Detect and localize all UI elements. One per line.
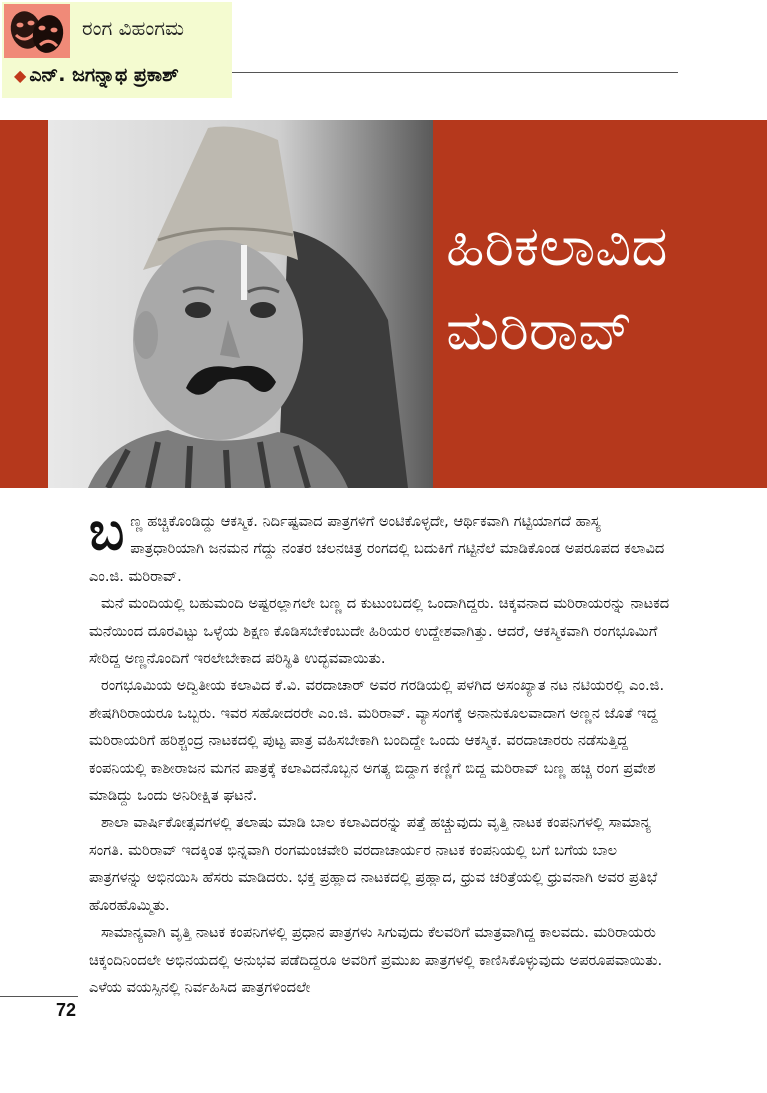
article-paragraph bbox=[89, 501, 673, 590]
portrait-photo bbox=[48, 120, 433, 488]
article-paragraph: ಸಾಮಾನ್ಯವಾಗಿ ವೃತ್ತಿ ನಾಟಕ ಕಂಪನಿಗಳಲ್ಲಿ ಪ್ರಧಾನ ಪಾತ್ರಗಳು ಸಿಗುವುದು ಕೆಲವರಿಗೆ ಮಾತ್ರವಾಗಿದ್ದ ಕಾಲವದು. ಮರಿರಾಯರು ಚಿಕ್ಕಂದಿನಿಂದಲೇ ಅಭಿನಯದಲ್ಲಿ ಅನುಭವ ಪಡೆದಿದ್ದರೂ ಅವರಿಗೆ ಪ್ರಮುಖ ಪಾತ್ರಗಳಲ್ಲಿ ಕಾಣಿಸಿಕೊಳ್ಳುವುದು ಅಪರೂಪವಾಯಿತು. ಎಳೆಯ ವಯಸ್ಸಿನಲ್ಲಿ ನಿರ್ವಹಿಸಿದ ಪಾತ್ರಗಳಿಂದಲೇ bbox=[89, 924, 663, 996]
footer-divider bbox=[0, 996, 78, 997]
banner-title bbox=[446, 205, 756, 373]
article-paragraph: ಶಾಲಾ ವಾರ್ಷಿಕೋತ್ಸವಗಳಲ್ಲಿ ತಲಾಷು ಮಾಡಿ ಬಾಲ ಕಲಾವಿದರನ್ನು ಪತ್ತೆ ಹಚ್ಚುವುದು ವೃತ್ತಿ ನಾಟಕ ಕಂಪನಿಗಳಲ್ಲಿ ಸಾಮಾನ್ಯ ಸಂಗತಿ. ಮರಿರಾವ್ ಇದಕ್ಕಿಂತ ಭಿನ್ನವಾಗಿ ರಂಗಮಂಚವೇರಿ ವರದಾಚಾರ್ಯರ ನಾಟಕ ಕಂಪನಿಯಲ್ಲಿ ಬಗೆ ಬಗೆಯ ಬಾಲ ಪಾತ್ರಗಳನ್ನು ಅಭಿನಯಿಸಿ ಹೆಸರು ಮಾಡಿದರು. ಭಕ್ತ ಪ್ರಹ್ಲಾದ ನಾಟಕದಲ್ಲಿ ಪ್ರಹ್ಲಾದ, ಧ್ರುವ ಚರಿತ್ರೆಯಲ್ಲಿ ಧ್ರುವನಾಗಿ ಅವರ ಪ್ರತಿಭೆ ಹೊರಹೊಮ್ಮಿತು. bbox=[89, 814, 658, 914]
section-header bbox=[2, 2, 232, 98]
article-paragraph: ಮನೆ ಮಂದಿಯಲ್ಲಿ ಬಹುಮಂದಿ ಅಷ್ಟರಲ್ಲಾಗಲೇ ಬಣ್ಣ ದ ಕುಟುಂಬದಲ್ಲಿ ಒಂದಾಗಿದ್ದರು. ಚಿಕ್ಕವನಾದ ಮರಿರಾಯರನ್ನು ನಾಟಕದ ಮನೆಯಿಂದ ದೂರವಿಟ್ಟು ಒಳ್ಳೆಯ ಶಿಕ್ಷಣ ಕೊಡಿಸಬೇಕೆಂಬುದೇ ಹಿರಿಯರ ಉದ್ದೇಶವಾಗಿತ್ತು. ಆದರೆ, ಆಕಸ್ಮಿಕವಾಗಿ ರಂಗಭೂಮಿಗೆ ಸೇರಿದ್ದ ಅಣ್ಣನೊಂದಿಗೆ ಇರಲೇಬೇಕಾದ ಪರಿಸ್ಥಿತಿ ಉದ್ಭವವಾಯಿತು. bbox=[89, 595, 670, 668]
drop-cap: ಬ bbox=[89, 501, 125, 562]
diamond-bullet-icon: ◆ bbox=[14, 66, 27, 85]
header-divider bbox=[232, 72, 678, 73]
section-title: ರಂಗ ವಿಹಂಗಮ bbox=[82, 16, 185, 40]
article-body bbox=[89, 501, 673, 1001]
banner-title-line-1: ಹಿರಿಕಲಾವಿದ bbox=[446, 214, 668, 279]
banner-title-line-2: ಮರಿರಾವ್ bbox=[446, 298, 633, 363]
article-paragraph-text: ಣ್ಣ ಹಚ್ಚಿಕೊಂಡಿದ್ದು ಆಕಸ್ಮಿಕ. ನಿರ್ದಿಷ್ಟವಾದ ಪಾತ್ರಗಳಿಗೆ ಅಂಟಿಕೊಳ್ಳದೇ, ಆರ್ಥಿಕವಾಗಿ ಗಟ್ಟಿಯಾಗದೆ ಹಾಸ್ಯ ಪಾತ್ರಧಾರಿಯಾಗಿ ಜನಮನ ಗೆದ್ದು ನಂತರ ಚಲನಚಿತ್ರ ರಂಗದಲ್ಲಿ ಬದುಕಿಗೆ ಗಟ್ಟಿನೆಲೆ ಮಾಡಿಕೊಂಡ ಅಪರೂಪದ ಕಲಾವಿದ ಎಂ.ಜಿ. ಮರಿರಾವ್. bbox=[89, 513, 665, 585]
article-paragraph: ರಂಗಭೂಮಿಯ ಅದ್ವಿತೀಯ ಕಲಾವಿದ ಕೆ.ವಿ. ವರದಾಚಾರ್ ಅವರ ಗರಡಿಯಲ್ಲಿ ಪಳಗಿದ ಅಸಂಖ್ಯಾತ ನಟ ನಟಿಯರಲ್ಲಿ ಎಂ.ಜಿ. ಶೇಷಗಿರಿರಾಯರೂ ಒಬ್ಬರು. ಇವರ ಸಹೋದರರೇ ಎಂ.ಜಿ. ಮರಿರಾವ್. ವ್ಯಾಸಂಗಕ್ಕೆ ಅನಾನುಕೂಲವಾದಾಗ ಅಣ್ಣನ ಜೊತೆ ಇದ್ದ ಮರಿರಾಯರಿಗೆ ಹರಿಶ್ಚಂದ್ರ ನಾಟಕದಲ್ಲಿ ಪುಟ್ಟ ಪಾತ್ರ ವಹಿಸಬೇಕಾಗಿ ಬಂದಿದ್ದೇ ಒಂದು ಆಕಸ್ಮಿಕ. ವರದಾಚಾರರು ನಡೆಸುತ್ತಿದ್ದ ಕಂಪನಿಯಲ್ಲಿ ಕಾಶೀರಾಜನ ಮಗನ ಪಾತ್ರಕ್ಕೆ ಕಲಾವಿದನೊಬ್ಬನ ಅಗತ್ಯ ಬಿದ್ದಾಗ ಕಣ್ಣಿಗೆ ಬಿದ್ದ ಮರಿರಾವ್ ಬಣ್ಣ ಹಚ್ಚಿ ರಂಗ ಪ್ರವೇಶ ಮಾಡಿದ್ದು ಒಂದು ಅನಿರೀಕ್ಷಿತ ಘಟನೆ. bbox=[89, 677, 665, 805]
author-name: ಎನ್. ಜಗನ್ನಾಥ ಪ್ರಕಾಶ್ bbox=[29, 64, 179, 86]
page-number: 72 bbox=[56, 1000, 77, 1020]
theatre-masks-icon bbox=[4, 4, 70, 58]
author-byline bbox=[14, 64, 179, 86]
